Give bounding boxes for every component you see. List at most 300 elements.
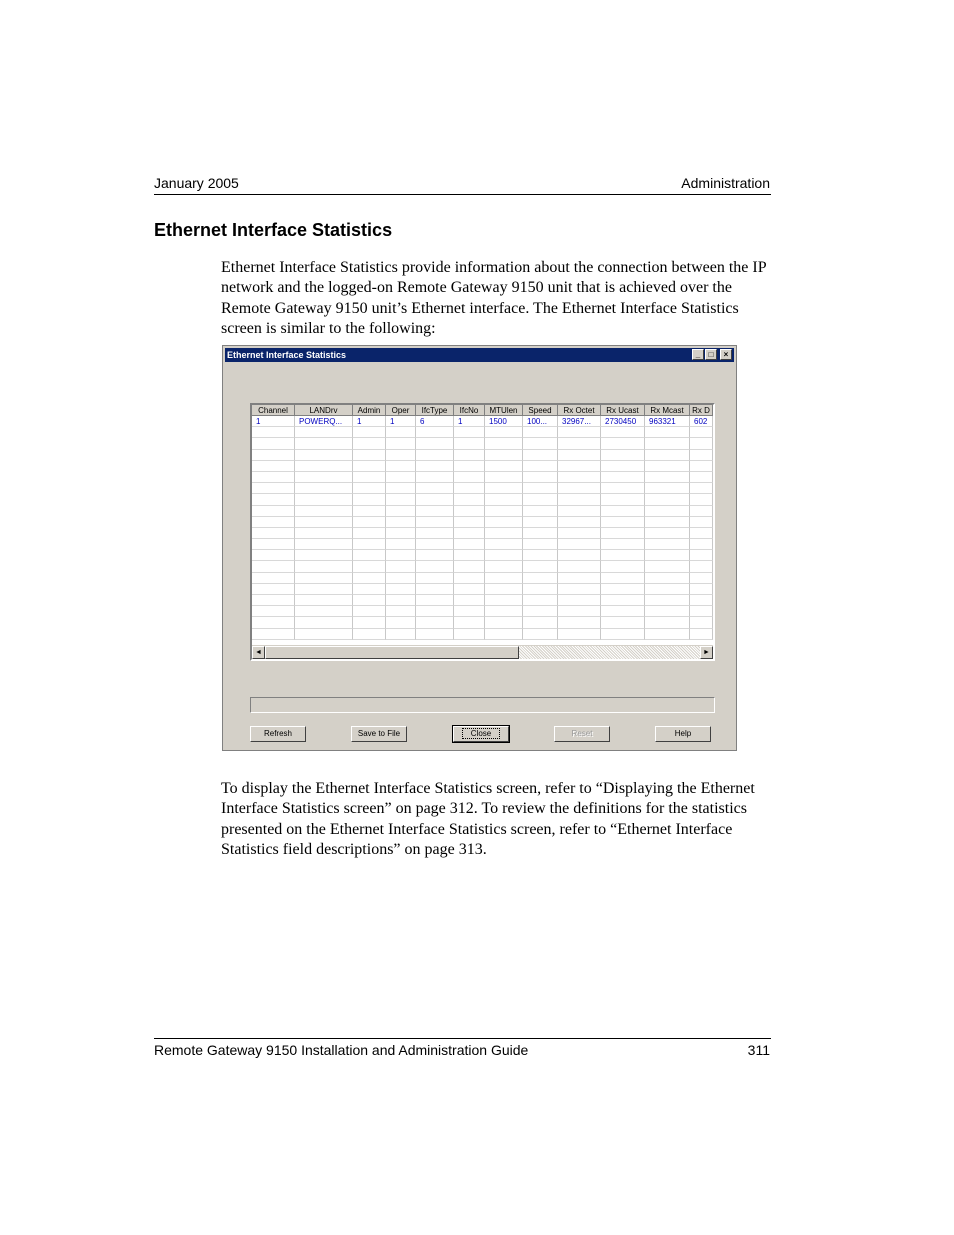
table-cell (690, 606, 713, 617)
header-section: Administration (681, 175, 770, 191)
table-cell (558, 506, 601, 517)
table-cell (386, 561, 416, 572)
table-cell (386, 595, 416, 606)
table-cell: 963321 (645, 416, 690, 427)
table-cell (454, 539, 485, 550)
table-cell (295, 528, 353, 539)
table-cell (690, 629, 713, 640)
table-cell (523, 427, 558, 438)
table-cell (454, 427, 485, 438)
table-cell (416, 450, 454, 461)
table-cell (353, 438, 386, 449)
table-cell (416, 629, 454, 640)
help-button[interactable]: Help (655, 726, 711, 742)
table-cell (295, 606, 353, 617)
table-cell (386, 438, 416, 449)
table-row[interactable] (252, 584, 713, 595)
table-cell (645, 528, 690, 539)
table-cell (690, 584, 713, 595)
scroll-right-icon[interactable]: ► (700, 646, 713, 659)
table-cell (252, 629, 295, 640)
table-cell (295, 494, 353, 505)
table-cell (485, 483, 523, 494)
table-cell (416, 617, 454, 628)
table-cell (645, 450, 690, 461)
table-cell: 32967... (558, 416, 601, 427)
column-header[interactable]: Rx Ucast (601, 405, 645, 416)
table-cell (690, 617, 713, 628)
table-cell (523, 617, 558, 628)
table-cell (353, 450, 386, 461)
table-cell (558, 584, 601, 595)
table-cell: 1500 (485, 416, 523, 427)
table-cell (601, 450, 645, 461)
table-cell (295, 472, 353, 483)
table-cell (454, 629, 485, 640)
table-cell (454, 528, 485, 539)
table-cell (454, 494, 485, 505)
table-cell (645, 617, 690, 628)
table-cell (295, 427, 353, 438)
table-cell (416, 528, 454, 539)
table-cell (523, 595, 558, 606)
table-cell (645, 506, 690, 517)
table-cell (601, 584, 645, 595)
table-cell (485, 606, 523, 617)
close-button-label: Close (462, 728, 500, 739)
statistics-window (222, 345, 737, 751)
table-cell (690, 450, 713, 461)
table-cell (252, 528, 295, 539)
table-cell (416, 472, 454, 483)
table-cell (454, 450, 485, 461)
table-cell (295, 483, 353, 494)
table-cell (353, 561, 386, 572)
table-cell (252, 550, 295, 561)
table-cell: 1 (252, 416, 295, 427)
table-row[interactable] (252, 528, 713, 539)
table-row[interactable] (252, 629, 713, 640)
table-cell (645, 573, 690, 584)
column-header[interactable]: Rx Octet (558, 405, 601, 416)
table-cell (353, 606, 386, 617)
table-cell (485, 472, 523, 483)
table-cell (416, 539, 454, 550)
title-buttons (692, 349, 732, 360)
table-cell (386, 528, 416, 539)
column-header[interactable]: Channel (252, 405, 295, 416)
table-cell (523, 550, 558, 561)
table-row[interactable] (252, 573, 713, 584)
horizontal-scrollbar[interactable] (252, 645, 713, 659)
table-cell (601, 606, 645, 617)
table-cell (386, 573, 416, 584)
header-date: January 2005 (154, 175, 239, 191)
table-cell (295, 517, 353, 528)
table-cell (295, 573, 353, 584)
table-cell (353, 506, 386, 517)
table-cell (454, 573, 485, 584)
refresh-button[interactable]: Refresh (250, 726, 306, 742)
column-header[interactable]: Rx D (690, 405, 713, 416)
page-number: 311 (747, 1042, 770, 1058)
table-cell (601, 506, 645, 517)
table-cell (485, 617, 523, 628)
table-row[interactable] (252, 561, 713, 572)
table-cell (690, 472, 713, 483)
reference-paragraph: To display the Ethernet Interface Statistics screen, refer to “Displaying the Ethernet Interface Statistics screen” on page 312. To review the definitions for the statistics presented on the Ethernet Interface Statistics screen, refer to “Ethernet Interface Statistics field descriptions” on page 313. (221, 780, 755, 858)
table-row[interactable] (252, 416, 713, 427)
table-cell (386, 606, 416, 617)
table-cell (690, 506, 713, 517)
table-cell (485, 517, 523, 528)
table-cell (252, 506, 295, 517)
table-cell (523, 494, 558, 505)
table-cell (252, 427, 295, 438)
table-row[interactable] (252, 517, 713, 528)
table-cell (252, 483, 295, 494)
table-cell (386, 584, 416, 595)
table-cell (601, 438, 645, 449)
intro-paragraph: Ethernet Interface Statistics provide information about the connection between the IP network and the logged-on Remote Gateway 9150 unit that is achieved over the Remote Gateway 9150 unit’s Ethernet interface. The Ethernet Interface Statistics screen is similar to the following: (221, 259, 766, 337)
table-cell (485, 573, 523, 584)
table-cell (416, 461, 454, 472)
table-cell (690, 595, 713, 606)
table-cell (558, 494, 601, 505)
table-cell (523, 584, 558, 595)
table-cell (416, 483, 454, 494)
table-cell (353, 472, 386, 483)
table-cell (386, 483, 416, 494)
table-cell (353, 550, 386, 561)
table-cell (558, 629, 601, 640)
table-cell (645, 561, 690, 572)
table-cell (690, 438, 713, 449)
table-cell (645, 483, 690, 494)
table-row[interactable] (252, 461, 713, 472)
table-cell (601, 517, 645, 528)
table-cell (645, 494, 690, 505)
table-cell (252, 584, 295, 595)
table-cell: POWERQ... (295, 416, 353, 427)
table-cell (558, 606, 601, 617)
table-cell (523, 438, 558, 449)
table-cell (252, 438, 295, 449)
table-cell (645, 584, 690, 595)
table-cell (690, 494, 713, 505)
table-cell (353, 461, 386, 472)
table-cell (252, 539, 295, 550)
table-cell (252, 606, 295, 617)
table-cell (353, 595, 386, 606)
column-header[interactable]: Admin (353, 405, 386, 416)
table-cell (645, 472, 690, 483)
column-header[interactable]: IfcType (416, 405, 454, 416)
table-cell (454, 584, 485, 595)
table-cell (523, 483, 558, 494)
table-cell (353, 483, 386, 494)
table-cell (295, 595, 353, 606)
table-cell (386, 450, 416, 461)
table-cell (690, 461, 713, 472)
table-cell (690, 517, 713, 528)
table-cell (690, 528, 713, 539)
table-cell (645, 595, 690, 606)
section-title: Ethernet Interface Statistics (154, 220, 393, 240)
table-cell (386, 539, 416, 550)
table-cell (454, 461, 485, 472)
table-row[interactable] (252, 550, 713, 561)
column-header[interactable]: Rx Mcast (645, 405, 690, 416)
table-cell (252, 472, 295, 483)
table-cell (252, 595, 295, 606)
table-cell (485, 561, 523, 572)
table-cell (386, 629, 416, 640)
status-bar (250, 697, 715, 713)
table-cell (416, 573, 454, 584)
table-cell (558, 539, 601, 550)
table-cell (485, 528, 523, 539)
table-cell (558, 483, 601, 494)
table-cell (386, 506, 416, 517)
table-cell (558, 528, 601, 539)
column-header[interactable]: IfcNo (454, 405, 485, 416)
table-cell (523, 506, 558, 517)
grid-rows (252, 416, 713, 640)
table-cell (645, 550, 690, 561)
table-cell (485, 629, 523, 640)
table-cell (295, 584, 353, 595)
table-cell (485, 438, 523, 449)
table-cell (295, 539, 353, 550)
table-cell (295, 438, 353, 449)
table-cell (690, 427, 713, 438)
table-cell (386, 461, 416, 472)
table-cell (523, 450, 558, 461)
table-cell (558, 450, 601, 461)
footer-title: Remote Gateway 9150 Installation and Administration Guide (154, 1042, 529, 1058)
table-cell: 1 (454, 416, 485, 427)
table-cell (252, 494, 295, 505)
close-icon[interactable]: × (720, 349, 732, 360)
column-header[interactable]: Speed (523, 405, 558, 416)
grid-body (252, 405, 713, 643)
table-cell: 1 (353, 416, 386, 427)
table-cell (252, 450, 295, 461)
table-cell (601, 617, 645, 628)
table-cell (485, 584, 523, 595)
table-cell (454, 595, 485, 606)
footer-rule (154, 1038, 771, 1039)
table-cell (523, 573, 558, 584)
table-cell (353, 427, 386, 438)
table-row[interactable] (252, 617, 713, 628)
table-cell: 1 (386, 416, 416, 427)
table-cell (416, 550, 454, 561)
table-cell (386, 472, 416, 483)
table-cell (416, 606, 454, 617)
table-cell (523, 606, 558, 617)
table-row[interactable] (252, 506, 713, 517)
table-cell (252, 573, 295, 584)
table-cell (454, 506, 485, 517)
table-cell (295, 461, 353, 472)
table-row[interactable] (252, 494, 713, 505)
scroll-thumb[interactable] (265, 646, 519, 659)
table-cell: 2730450 (601, 416, 645, 427)
table-row[interactable] (252, 606, 713, 617)
header-rule (154, 194, 771, 195)
table-cell (416, 517, 454, 528)
table-cell (353, 494, 386, 505)
table-cell (690, 539, 713, 550)
table-cell (353, 517, 386, 528)
table-cell (523, 561, 558, 572)
table-cell (523, 629, 558, 640)
table-cell (601, 494, 645, 505)
table-cell (558, 550, 601, 561)
table-cell (416, 595, 454, 606)
table-cell (601, 528, 645, 539)
table-cell (454, 483, 485, 494)
table-cell (353, 584, 386, 595)
table-cell (485, 539, 523, 550)
table-cell (454, 561, 485, 572)
table-cell (485, 450, 523, 461)
table-cell (386, 427, 416, 438)
table-cell (416, 561, 454, 572)
table-cell (601, 461, 645, 472)
statistics-grid[interactable] (250, 403, 715, 661)
table-cell (485, 595, 523, 606)
window-titlebar (225, 348, 734, 362)
table-cell (645, 427, 690, 438)
reset-button: Reset (554, 726, 610, 742)
table-row[interactable] (252, 539, 713, 550)
table-cell (485, 506, 523, 517)
table-cell (645, 606, 690, 617)
table-cell (601, 629, 645, 640)
table-cell (485, 494, 523, 505)
table-cell (558, 438, 601, 449)
table-cell (558, 595, 601, 606)
table-cell (601, 573, 645, 584)
table-cell (386, 617, 416, 628)
table-cell (558, 472, 601, 483)
table-row[interactable] (252, 472, 713, 483)
table-cell (523, 517, 558, 528)
column-header[interactable]: MTUlen (485, 405, 523, 416)
table-row[interactable] (252, 483, 713, 494)
table-cell (295, 617, 353, 628)
table-cell (295, 450, 353, 461)
table-cell (645, 438, 690, 449)
table-cell (252, 561, 295, 572)
table-cell (645, 517, 690, 528)
table-cell (690, 561, 713, 572)
table-cell: 602 (690, 416, 713, 427)
table-cell (601, 427, 645, 438)
table-row[interactable] (252, 438, 713, 449)
column-header[interactable]: LANDrv (295, 405, 353, 416)
table-cell (690, 483, 713, 494)
table-cell (252, 617, 295, 628)
table-cell (454, 606, 485, 617)
close-button[interactable] (453, 726, 509, 742)
table-cell (353, 539, 386, 550)
table-cell: 6 (416, 416, 454, 427)
table-cell (416, 438, 454, 449)
table-cell (601, 561, 645, 572)
table-cell (601, 539, 645, 550)
window-title: Ethernet Interface Statistics (227, 350, 347, 360)
table-cell (454, 438, 485, 449)
table-row[interactable] (252, 595, 713, 606)
table-cell (558, 427, 601, 438)
table-cell (523, 472, 558, 483)
table-row[interactable] (252, 450, 713, 461)
table-cell (353, 528, 386, 539)
table-cell (295, 561, 353, 572)
table-cell (295, 629, 353, 640)
table-cell (485, 461, 523, 472)
table-cell (454, 617, 485, 628)
table-cell (601, 472, 645, 483)
table-cell (690, 573, 713, 584)
table-cell (295, 506, 353, 517)
table-cell (645, 461, 690, 472)
table-cell (523, 528, 558, 539)
table-cell (386, 494, 416, 505)
table-cell (295, 550, 353, 561)
table-cell (454, 517, 485, 528)
table-cell (601, 483, 645, 494)
column-header[interactable]: Oper (386, 405, 416, 416)
table-cell (353, 629, 386, 640)
maximize-icon[interactable]: □ (705, 349, 717, 360)
table-cell (645, 539, 690, 550)
table-cell (558, 517, 601, 528)
table-cell: 100... (523, 416, 558, 427)
table-cell (454, 472, 485, 483)
table-cell (416, 506, 454, 517)
table-cell (523, 461, 558, 472)
grid-header (252, 405, 713, 416)
table-cell (485, 550, 523, 561)
table-cell (558, 461, 601, 472)
save-to-file-button[interactable]: Save to File (351, 726, 407, 742)
table-cell (558, 617, 601, 628)
table-cell (252, 517, 295, 528)
table-cell (416, 427, 454, 438)
table-cell (645, 629, 690, 640)
table-cell (386, 550, 416, 561)
table-cell (416, 494, 454, 505)
table-cell (601, 550, 645, 561)
minimize-icon[interactable]: _ (692, 349, 704, 360)
table-cell (523, 539, 558, 550)
table-cell (416, 584, 454, 595)
table-cell (386, 517, 416, 528)
table-cell (601, 595, 645, 606)
table-cell (558, 573, 601, 584)
scroll-left-icon[interactable]: ◄ (252, 646, 265, 659)
table-row[interactable] (252, 427, 713, 438)
table-cell (353, 573, 386, 584)
table-cell (252, 461, 295, 472)
table-cell (485, 427, 523, 438)
table-cell (558, 561, 601, 572)
